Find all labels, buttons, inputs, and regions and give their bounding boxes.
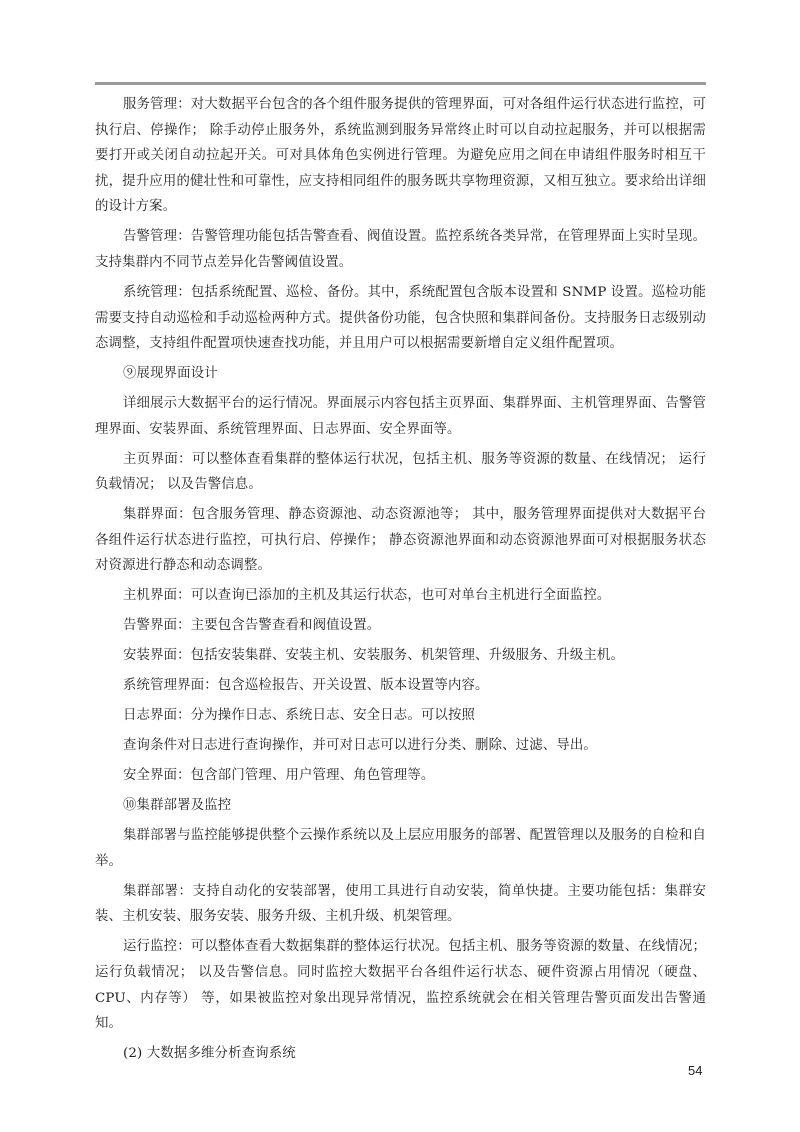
paragraph-cluster-ui: 集群界面：包含服务管理、静态资源池、动态资源池等； 其中，服务管理界面提供对大数据平台各组件运行状态进行监控，可执行启、停操作； 静态资源池界面和动态资源池界面可对根据服务状态对资源进行静态和动态调整。 <box>95 507 706 574</box>
paragraph-system-management: 系统管理：包括系统配置、巡检、备份。其中，系统配置包含版本设置和 SNMP 设置。巡检功能需要支持自动巡检和手动巡检两种方式。提供备份功能，包含快照和集群间备份。支持服务日志级别动态调整，支持组件配置项快速查找功能，并且用户可以根据需要新增自定义组件配置项。 <box>95 284 706 352</box>
paragraph-system-ui: 系统管理界面：包含巡检报告、开关设置、版本设置等内容。 <box>123 678 489 694</box>
paragraph-install-ui: 安装界面：包括安装集群、安装主机、安装服务、机架管理、升级服务、升级主机。 <box>123 648 625 664</box>
paragraph-cluster-deploy: 集群部署：支持自动化的安装部署，使用工具进行自动安装，简单快捷。主要功能包括：集群安装、主机安装、服务安装、服务升级、主机升级、机架管理。 <box>95 883 706 925</box>
paragraph-alarm-ui: 告警界面：主要包含告警查看和阀值设置。 <box>123 618 381 634</box>
document-body <box>95 92 706 1071</box>
paragraph-alarm-management: 告警管理：告警管理功能包括告警查看、阀值设置。监控系统各类异常，在管理界面上实时呈现。支持集群内不同节点差异化告警阈值设置。 <box>95 229 706 270</box>
paragraph-ui-overview: 详细展示大数据平台的运行情况。界面展示内容包括主页界面、集群界面、主机管理界面、告警管理界面、安装界面、系统管理界面、日志界面、安全界面等。 <box>95 396 706 437</box>
section-heading-ui-design: ⑨展现界面设计 <box>123 366 218 382</box>
paragraph-security-ui: 安全界面：包含部门管理、用户管理、角色管理等。 <box>123 768 435 784</box>
section-heading-olap-system: (2) 大数据多维分析查询系统 <box>123 1046 296 1062</box>
paragraph-log-query: 查询条件对日志进行查询操作，并可对日志可以进行分类、删除、过滤、导出。 <box>123 738 597 754</box>
paragraph-runtime-monitor: 运行监控：可以整体查看大数据集群的整体运行状况。包括主机、服务等资源的数量、在线情况； 运行负载情况； 以及告警信息。同时监控大数据平台各组件运行状态、硬件资源占用情况（硬盘、CPU、内存等） 等，如果被监控对象出现异常情况，监控系统就会在相关管理告警页面发出告警通知。 <box>95 939 706 1032</box>
paragraph-log-ui: 日志界面：分为操作日志、系统日志、安全日志。可以按照 <box>123 708 476 724</box>
page-number: 54 <box>688 1063 703 1078</box>
paragraph-home-ui: 主页界面：可以整体查看集群的整体运行状况，包括主机、服务等资源的数量、在线情况； 运行负载情况； 以及告警信息。 <box>95 451 706 493</box>
section-heading-cluster-deploy: ⑩集群部署及监控 <box>123 798 232 814</box>
paragraph-service-management: 服务管理：对大数据平台包含的各个组件服务提供的管理界面，可对各组件运行状态进行监控，可执行启、停操作； 除手动停止服务外，系统监测到服务异常终止时可以自动拉起服务，并可以根据需要打开或关闭自动拉起开关。可对具体角色实例进行管理。为避免应用之间在申请组件服务时相互干扰，提升应用的健壮性和可靠性，应支持相同组件的服务既共享物理资源，又相互独立。要求给出详细的设计方案。 <box>95 97 706 215</box>
paragraph-host-ui: 主机界面：可以查询已添加的主机及其运行状态，也可对单台主机进行全面监控。 <box>123 588 611 604</box>
header-rule <box>95 82 706 85</box>
paragraph-deploy-overview: 集群部署与监控能够提供整个云操作系统以及上层应用服务的部署、配置管理以及服务的自检和自举。 <box>95 828 706 869</box>
